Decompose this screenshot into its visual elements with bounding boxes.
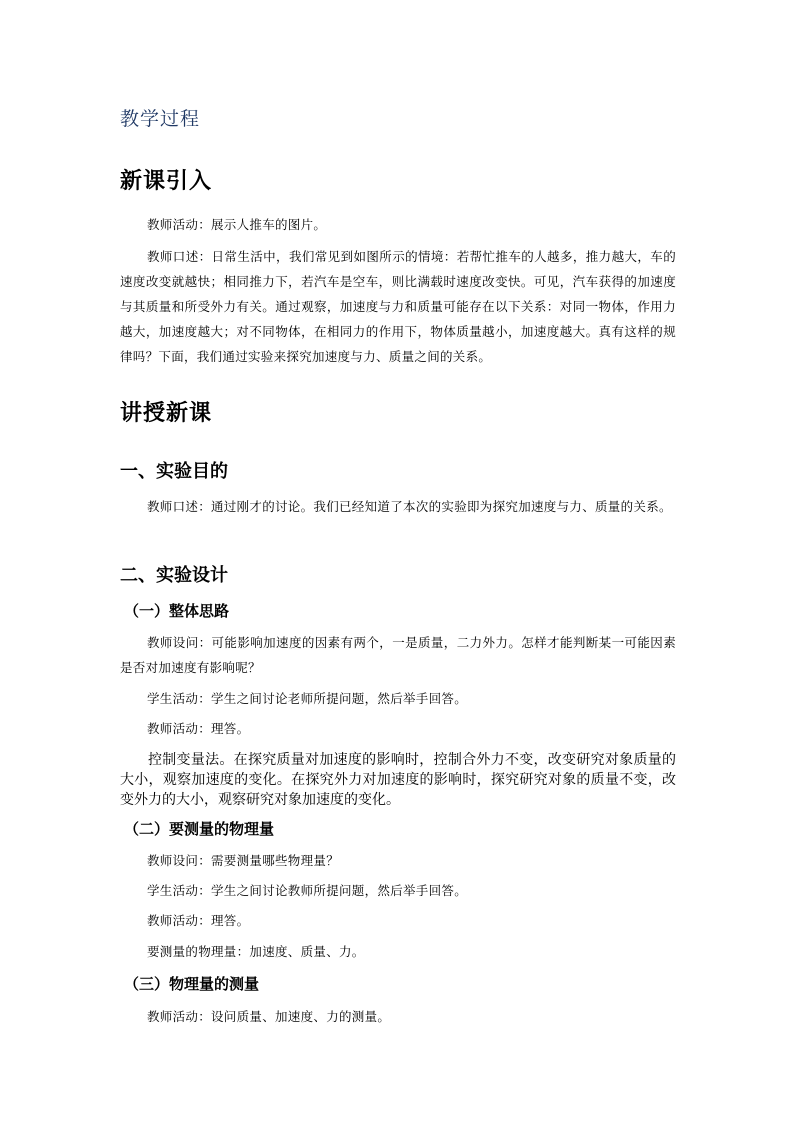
paragraph-control-variable: 控制变量法。在探究质量对加速度的影响时，控制合外力不变，改变研究对象质量的大小，观察加速度的变化。在探究外力对加速度的影响时，探究研究对象的质量不变，改变外力的大小，观察研究对象加速度的变化。 (120, 752, 676, 808)
paragraph-approach-teacher-activity: 教师活动：理答。 (147, 721, 250, 736)
paragraph-quantities-student-activity: 学生活动：学生之间讨论教师所提问题，然后举手回答。 (147, 883, 468, 898)
paragraph-quantities-teacher-activity: 教师活动：理答。 (147, 913, 250, 928)
heading-quantities-to-measure: （二）要测量的物理量 (124, 820, 275, 838)
paragraph-approach-question: 教师设问：可能影响加速度的因素有两个，一是质量，二力外力。怎样才能判断某一可能因素是否对加速度有影响呢？ (120, 635, 676, 675)
paragraph-approach-student-activity: 学生活动：学生之间讨论老师所提问题，然后举手回答。 (147, 691, 468, 706)
paragraph-measurement-teacher-activity: 教师活动：设问质量、加速度、力的测量。 (147, 1009, 391, 1024)
heading-overall-approach: （一）整体思路 (124, 602, 230, 620)
heading-new-lesson-intro: 新课引入 (120, 169, 213, 194)
heading-measurement-of-quantities: （三）物理量的测量 (124, 975, 260, 993)
paragraph-intro-teacher-narration: 教师口述：日常生活中，我们常见到如图所示的情境：若帮忙推车的人越多，推力越大，车的速度改变就越快；相同推力下，若汽车是空车，则比满载时速度改变快。可见，汽车获得的加速度与其质量和所受外力有关。通过观察，加速度与力和质量可能存在以下关系：对同一物体，作用力越大，加速度越大；对不同物体，在相同力的作用下，物体质量越小，加速度越大。真有这样的规律吗？下面，我们通过实验来探究加速度与力、质量之间的关系。 (120, 249, 676, 364)
paragraph-intro-teacher-activity: 教师活动：展示人推车的图片。 (147, 217, 327, 232)
heading-teach-new-lesson: 讲授新课 (120, 401, 213, 426)
paragraph-quantities-list: 要测量的物理量：加速度、质量、力。 (147, 944, 365, 959)
heading-experiment-design: 二、实验设计 (120, 565, 228, 586)
paragraph-purpose-narration: 教师口述：通过刚才的讨论。我们已经知道了本次的实验即为探究加速度与力、质量的关系。 (147, 499, 672, 514)
document-title: 教学过程 (120, 108, 201, 130)
paragraph-quantities-question: 教师设问：需要测量哪些物理量？ (147, 853, 340, 868)
heading-experiment-purpose: 一、实验目的 (120, 461, 228, 482)
